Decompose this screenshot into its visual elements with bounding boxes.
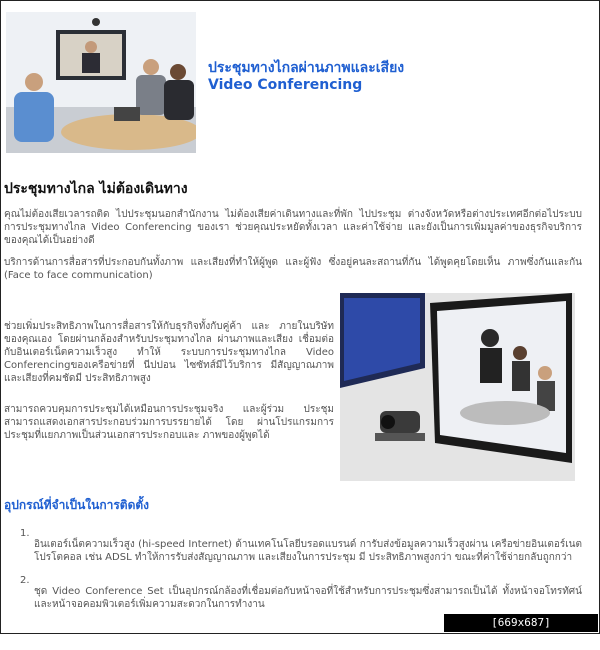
video-conference-photo: [6, 12, 196, 153]
hero-title-thai: ประชุมทางไกลผ่านภาพและเสียง: [208, 60, 405, 76]
control-paragraph: สามารถควบคุมการประชุมได้เหมือนการประชุมจริง และผู้ร่วม ประชุมสามารถแสดงเอกสารประกอบร่วมการบรรยายได้ โดย ผ่านโปรแกรมการประชุมที่แยกภาพเป็นส่วนเอกสารประกอบและ ภาพของผู้พูดได้: [4, 404, 334, 441]
intro-paragraph: คุณไม่ต้องเสียเวลารถติด ไปประชุมนอกสำนักงาน ไม่ต้องเสียค่าเดินทางและที่พัก ไปประชุม ต่างจังหวัดหรือต่างประเทศอีกต่อไประบบการประชุมทางไกล Video Conferencing ของเรา ช่วยคุณประหยัดทั้งเวลา และค่าใช้จ่าย และยังเป็นการเพิ่มมูลค่าของธุรกิจบริการของคุณได้เป็นอย่างดี: [4, 209, 582, 246]
hero-title: [208, 60, 404, 94]
service-paragraph: บริการด้านการสื่อสารที่ประกอบกันทั้งภาพ และเสียงที่ทำให้ผู้พูด และผู้ฟัง ซึ่งอยู่คนละสถานที่กัน ได้พูดคุยโดยเห็น ภาพซึ่งกันและกัน (Face to face communication): [4, 257, 582, 281]
efficiency-paragraph: ช่วยเพิ่มประสิทธิภาพในการสื่อสารให้กับธุรกิจทั้งกับคู่ค้า และ ภายในบริษัทของคุณเอง โดยผ่านกล้องสำหรับประชุมทางไกล ผ่านภาพและเสียง เชื่อมต่อกับอินเตอร์เน็ตความเร็วสูง ทำให้ ระบบการประชุมทางไกล Video Conferencingของเครือข่ายที่ นีปปอน ไซซัทส์มีไว้บริการ มีสัญญาณภาพ และเสียงที่คมชัดมี ประสิทธิภาพสูง: [4, 321, 334, 384]
list-item-number: 1.: [20, 528, 30, 539]
hero-title-english: Video Conferencing: [208, 77, 363, 93]
section-heading-no-travel: ประชุมทางไกล ไม่ต้องเดินทาง: [4, 181, 188, 197]
list-item-conference-set: ชุด Video Conference Set เป็นอุปกรณ์กล้องที่เชื่อมต่อกับหน้าจอที่ใช้สำหรับการประชุมซึ่งสามารถเป็นได้ ทั้งหน้าจอโทรทัศน์และหน้าจอคอมพิวเตอร์เพิ่มความสะดวกในการทำงาน: [34, 586, 582, 610]
image-host-tag: [669x687] https://upic.me/: [444, 614, 598, 632]
monitor-camera-photo: [340, 293, 575, 481]
section-heading-equipment: อุปกรณ์ที่จำเป็นในการติดตั้ง: [4, 498, 150, 512]
list-item-number: 2.: [20, 575, 30, 586]
list-item-internet: อินเตอร์เน็ตความเร็วสูง (hi-speed Internet) ด้านเทคโนโลยีบรอดแบรนด์ การับส่งข้อมูลความเร็วสูงผ่าน เครือข่ายอินเตอร์เนตโปรโตคอล เช่น ADSL ทำให้การรับส่งสัญญาณภาพ และเสียงในการประชุม มี ประสิทธิภาพสูงกว่า ขณะที่ค่าใช้จ่ายกลับถูกกว่า: [34, 539, 582, 563]
